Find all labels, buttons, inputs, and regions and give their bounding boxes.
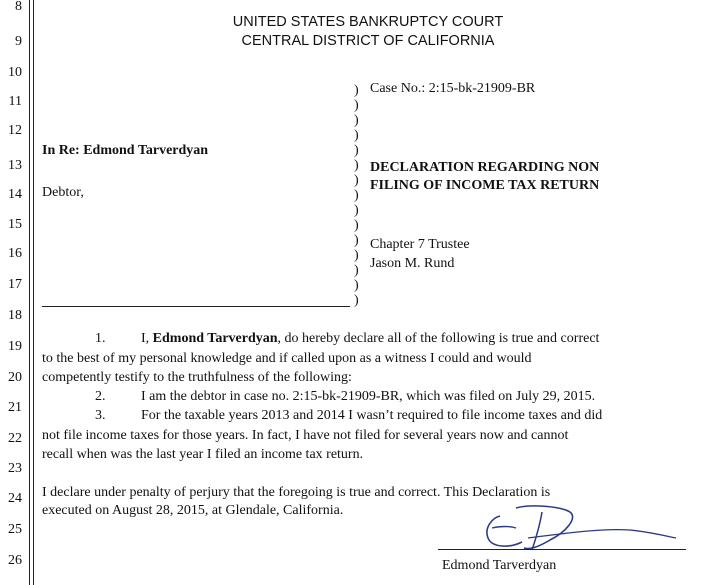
handwritten-signature — [470, 498, 690, 560]
paragraph-3-line1: For the taxable years 2013 and 2014 I wasn’t required to file income taxes and did — [141, 408, 603, 423]
paragraph-1-line2: to the best of my personal knowledge and if called upon as a witness I could and would — [42, 351, 532, 366]
line-number: 22 — [8, 431, 22, 446]
line-number: 19 — [8, 339, 22, 354]
left-margin-rule-2 — [33, 0, 34, 585]
line-number: 16 — [8, 246, 22, 261]
document-title-line1: DECLARATION REGARDING NON — [370, 160, 600, 175]
caption-underline — [42, 306, 350, 307]
line-number: 15 — [8, 217, 22, 232]
line-number: 13 — [8, 158, 22, 173]
paragraph-1-intro: I, — [141, 331, 153, 346]
debtor-label: Debtor, — [42, 185, 84, 200]
paragraph-3-number: 3. — [95, 408, 106, 423]
line-number: 11 — [8, 94, 22, 109]
left-margin-rule-1 — [29, 0, 30, 585]
line-number: 10 — [8, 65, 22, 80]
court-name: UNITED STATES BANKRUPTCY COURT — [232, 14, 504, 30]
chapter-label: Chapter 7 Trustee — [370, 237, 470, 252]
in-re-line: In Re: Edmond Tarverdyan — [42, 143, 209, 158]
document-title-line2: FILING OF INCOME TAX RETURN — [370, 178, 600, 193]
line-number: 14 — [8, 187, 22, 202]
line-number: 23 — [8, 461, 22, 476]
line-number: 24 — [8, 491, 22, 506]
paragraph-2-number: 2. — [95, 389, 106, 404]
paragraph-2-text: I am the debtor in case no. 2:15-bk-21909-BR, which was filed on July 29, 2015. — [141, 389, 596, 404]
declaration-line2: executed on August 28, 2015, at Glendale, California. — [42, 503, 344, 518]
paragraph-3-line3: recall when was the last year I filed an income tax return. — [42, 447, 364, 462]
paragraph-1-number: 1. — [95, 331, 106, 346]
declaration-line1: I declare under penalty of perjury that the foregoing is true and correct. This Declaration is — [42, 485, 551, 500]
paragraph-1-rest: , do hereby declare all of the following is true and correct — [277, 331, 600, 346]
line-number: 9 — [15, 34, 22, 49]
paragraph-3-line2: not file income taxes for those years. In fact, I have not filed for several years now and cannot — [42, 428, 569, 443]
line-number: 25 — [8, 522, 22, 537]
case-number: Case No.: 2:15-bk-21909-BR — [370, 81, 536, 96]
signature-line — [438, 549, 686, 550]
line-number: 20 — [8, 370, 22, 385]
line-number: 21 — [8, 400, 22, 415]
paragraph-1-line3: competently testify to the truthfulness of the following: — [42, 370, 352, 385]
declarant-name: Edmond Tarverdyan — [152, 331, 278, 346]
paragraph-1-line1 — [141, 331, 599, 347]
court-district: CENTRAL DISTRICT OF CALIFORNIA — [241, 33, 495, 49]
line-number: 18 — [8, 308, 22, 323]
line-number: 17 — [8, 277, 22, 292]
line-number: 8 — [15, 0, 22, 14]
line-number: 26 — [8, 553, 22, 568]
signer-name: Edmond Tarverdyan — [442, 558, 557, 573]
trustee-name: Jason M. Rund — [370, 256, 455, 271]
line-number: 12 — [8, 123, 22, 138]
